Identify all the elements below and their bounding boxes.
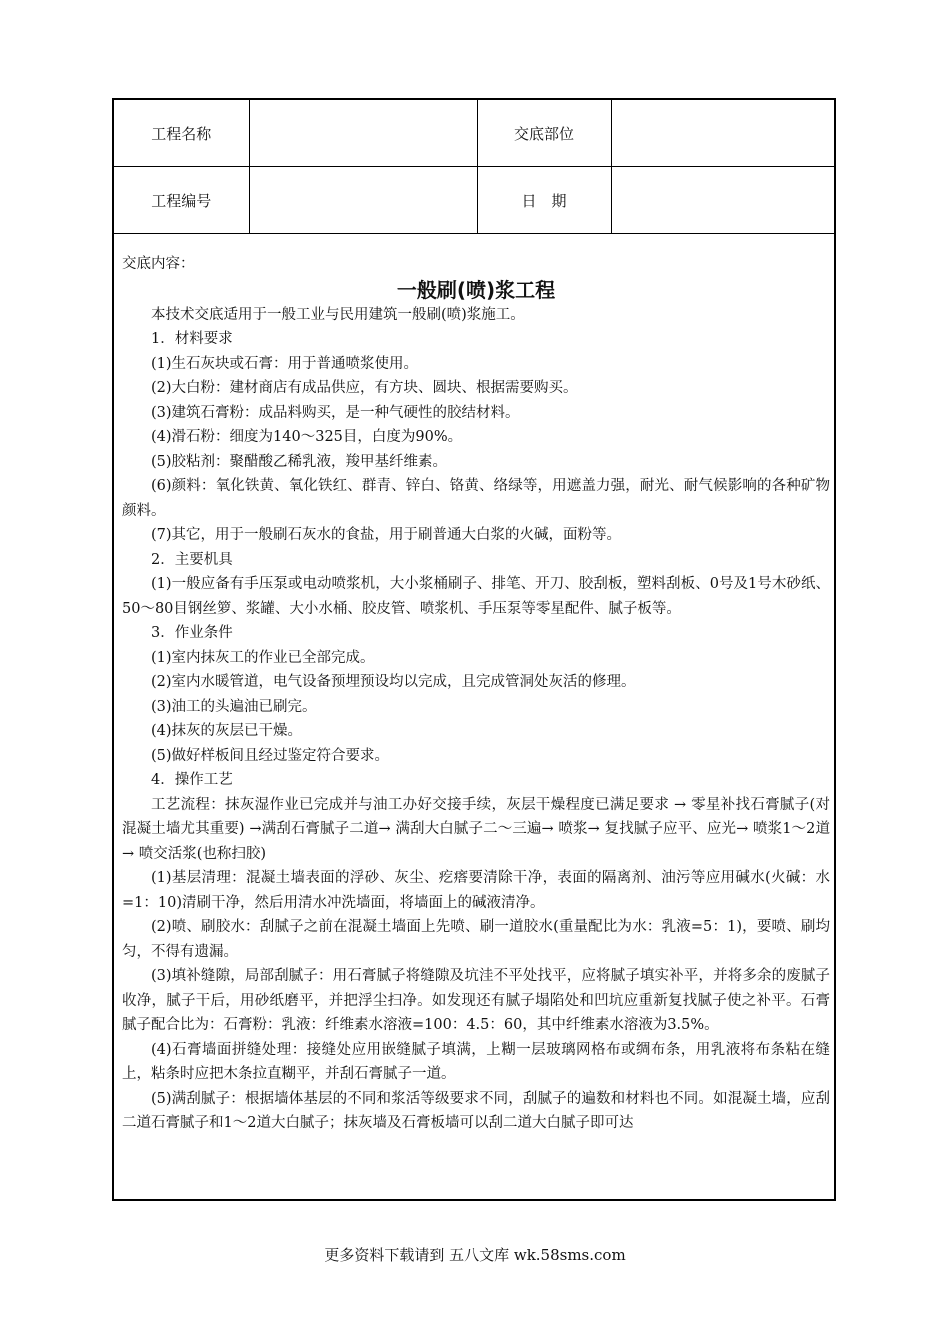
paragraph-list: [122, 303, 830, 1136]
project-name-label: 工程名称: [114, 100, 249, 167]
content-paragraph: (1)生石灰块或石膏：用于普通喷浆使用。: [151, 355, 419, 372]
content-paragraph: 3．作业条件: [151, 625, 233, 641]
content-paragraph: (5)满刮腻子：根据墙体基层的不同和浆活等级要求不同，刮腻子的遍数和材料也不同。如混凝土墙，应刮二道石膏腻子和1～2道大白腻子；抹灰墙及石膏板墙可以刮二道大白腻子即可达: [122, 1090, 830, 1131]
date-label: 日 期: [477, 167, 611, 234]
document-title: 一般刷(喷)浆工程: [396, 277, 556, 302]
content-paragraph: (1)室内抹灰工的作业已全部完成。: [151, 649, 375, 666]
content-paragraph: (5)胶粘剂：聚醋酸乙稀乳液，羧甲基纤维素。: [151, 453, 448, 470]
handover-form: [112, 98, 836, 1201]
content-paragraph: (1)基层清理：混凝土墙表面的浮砂、灰尘、疙瘩要清除干净，表面的隔离剂、油污等应用碱水(火碱：水=1：10)清刷干净，然后用清水冲洗墙面，将墙面上的碱液清净。: [122, 870, 830, 911]
handover-content: [122, 252, 830, 1136]
content-paragraph: 本技术交底适用于一般工业与民用建筑一般刷(喷)浆施工。: [151, 306, 525, 323]
content-paragraph: 工艺流程：抹灰湿作业已完成并与油工办好交接手续，灰层干燥程度已满足要求 → 零星补找石膏腻子(对混凝土墙尤其重要) →满刮石膏腻子二道→ 满刮大白腻子二～三遍→ 喷浆→ 复找腻子应平、应光→ 喷浆1～2道→ 喷交活浆(也称扫胶): [122, 796, 830, 862]
content-paragraph: 2．主要机具: [151, 551, 233, 568]
header-row-1: [114, 100, 834, 167]
project-no-field[interactable]: [249, 167, 477, 234]
handover-part-label: 交底部位: [477, 100, 611, 167]
content-paragraph: (2)大白粉：建材商店有成品供应，有方块、圆块、根据需要购买。: [151, 380, 578, 396]
content-paragraph: (5)做好样板间且经过鉴定符合要求。: [151, 747, 390, 764]
content-paragraph: (4)抹灰的灰层已干燥。: [151, 723, 303, 739]
content-paragraph: (1)一般应备有手压泵或电动喷浆机，大小浆桶刷子、排笔、开刀、胶刮板，塑料刮板、0号及1号木砂纸、50～80目钢丝箩、浆罐、大小水桶、胶皮管、喷浆机、手压泵等零星配件、腻子板等。: [122, 576, 830, 617]
content-paragraph: (6)颜料：氧化铁黄、氧化铁红、群青、锌白、铬黄、络绿等，用遮盖力强，耐光、耐气候影响的各种矿物颜料。: [122, 478, 830, 519]
content-paragraph: (3)油工的头遍油已刷完。: [151, 698, 317, 715]
content-paragraph: (2)喷、刷胶水：刮腻子之前在混凝土墙面上先喷、刷一道胶水(重量配比为水：乳液=5：1)，要喷、刷均匀，不得有遗漏。: [122, 919, 830, 960]
content-paragraph: (3)建筑石膏粉：成品料购买，是一种气硬性的胶结材料。: [151, 404, 520, 421]
content-paragraph: 1．材料要求: [151, 331, 233, 347]
header-row-2: [114, 167, 834, 234]
content-paragraph: (4)石膏墙面拼缝处理：接缝处应用嵌缝腻子填满，上糊一层玻璃网格布或绸布条，用乳液将布条粘在缝上，粘条时应把木条拉直糊平，并刮石膏腻子一道。: [122, 1041, 830, 1082]
content-paragraph: (4)滑石粉：细度为140～325目，白度为90%。: [151, 429, 463, 445]
handover-part-field[interactable]: [611, 100, 834, 167]
header-table: [114, 100, 834, 234]
content-paragraph: (2)室内水暖管道，电气设备预埋预设均以完成，且完成管洞处灰活的修理。: [151, 674, 636, 690]
content-paragraph: (7)其它，用于一般刷石灰水的食盐，用于刷普通大白浆的火碱，面粉等。: [151, 527, 622, 543]
footer-text: 更多资料下载请到 五八文库 wk.58sms.com: [324, 1246, 626, 1264]
content-paragraph: 4．操作工艺: [151, 772, 233, 788]
content-paragraph: (3)填补缝隙，局部刮腻子：用石膏腻子将缝隙及坑洼不平处找平，应将腻子填实补平，并将多余的废腻子收净，腻子干后，用砂纸磨平，并把浮尘扫净。如发现还有腻子塌陷处和凹坑应重新复找腻子使之补平。石膏腻子配合比为：石膏粉：乳液：纤维素水溶液=100：4.5：60，其中纤维素水溶液为3.5%。: [122, 968, 830, 1033]
date-field[interactable]: [611, 167, 834, 234]
project-name-field[interactable]: [249, 100, 477, 167]
project-no-label: 工程编号: [114, 167, 249, 234]
content-label: 交底内容：: [122, 256, 195, 272]
